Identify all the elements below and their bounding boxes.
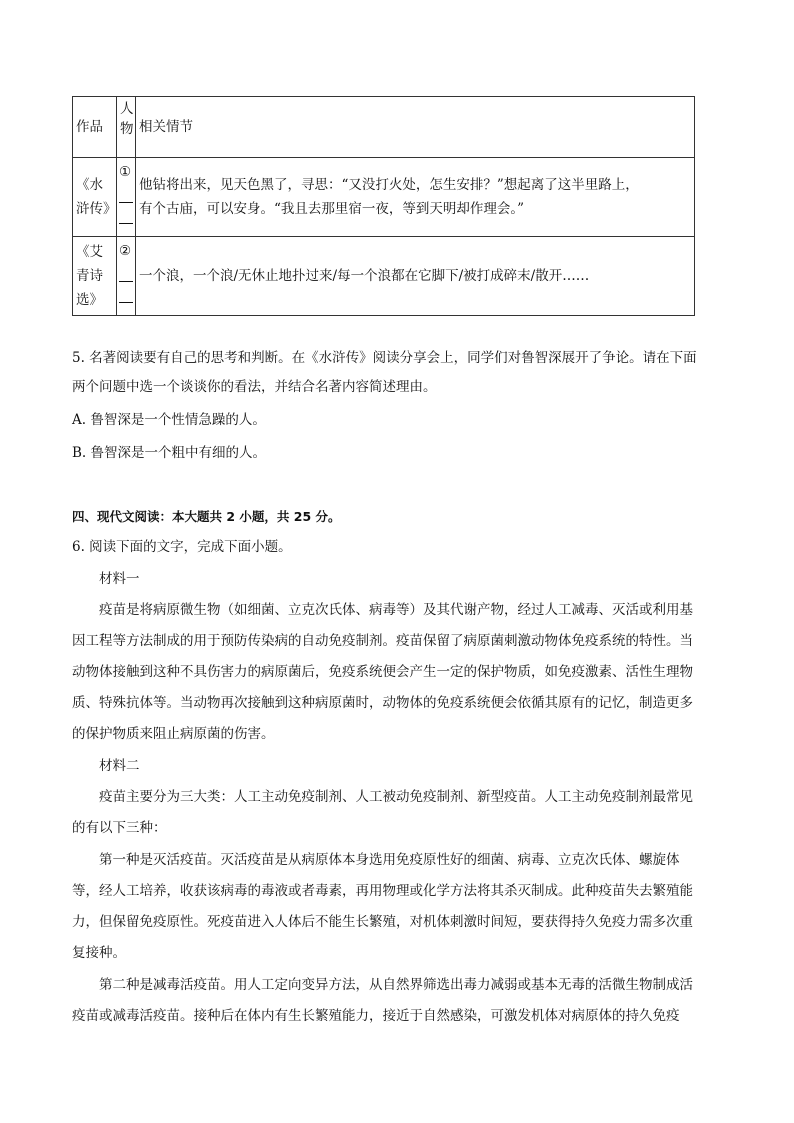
row-person xyxy=(117,158,136,237)
plot-line: 一个浪，一个浪/无休止地扑过来/每一个浪都在它脚下/被打成碎末/散开…… xyxy=(139,268,590,284)
table-row xyxy=(73,237,695,316)
paragraph-line: 质、特殊抗体等。当动物再次接触到这种病原菌时，动物体的免疫系统便会依循其原有的记忆，制造更多 xyxy=(72,695,693,711)
paragraph-line: 疫苗或减毒活疫苗。接种后在体内有生长繁殖能力，接近于自然感染，可激发机体对病原体的持久免疫 xyxy=(72,1008,680,1024)
q5-line: 5. 名著阅读要有自己的思考和判断。在《水浒传》阅读分享会上，同学们对鲁智深展开了争论。请在下面 xyxy=(72,350,697,366)
answer-blank[interactable] xyxy=(119,203,133,224)
section-heading: 四、现代文阅读：本大题共 2 小题，共 25 分。 xyxy=(72,509,341,524)
row-work: 《水浒传》 xyxy=(73,158,117,237)
table-row xyxy=(73,158,695,237)
header-person: 人物 xyxy=(117,97,136,158)
answer-blank[interactable] xyxy=(119,182,133,203)
paragraph-line: 的有以下三种： xyxy=(72,820,167,836)
paragraph-line: 的保护物质来阻止病原菌的伤害。 xyxy=(72,726,275,742)
paragraph-line: 第二种是减毒活疫苗。用人工定向变异方法，从自然界筛选出毒力减弱或基本无毒的活微生物制成活 xyxy=(99,977,693,993)
q5-line: 两个问题中选一个谈谈你的看法，并结合名著内容简述理由。 xyxy=(72,379,437,395)
answer-blank[interactable] xyxy=(119,282,133,303)
row-plot xyxy=(136,237,695,316)
works-table xyxy=(72,96,695,316)
q6-intro: 6. 阅读下面的文字，完成下面小题。 xyxy=(72,539,292,555)
paragraph-line: 动物体接触到这种不具伤害力的病原菌后，免疫系统便会产生一定的保护物质，如免疫激素、活性生理物 xyxy=(72,664,693,680)
answer-blank[interactable] xyxy=(119,261,133,282)
paragraph-line: 疫苗主要分为三大类：人工主动免疫制剂、人工被动免疫制剂、新型疫苗。人工主动免疫制剂最常见 xyxy=(99,789,693,805)
paragraph-line: 力，但保留免疫原性。死疫苗进入人体后不能生长繁殖，对机体刺激时间短，要获得持久免疫力需多次重 xyxy=(72,914,693,930)
row-plot xyxy=(136,158,695,237)
plot-line: 有个古庙，可以安身。“我且去那里宿一夜，等到天明却作理会。” xyxy=(139,201,525,217)
table-header-row xyxy=(73,97,695,158)
row-person xyxy=(117,237,136,316)
header-work: 作品 xyxy=(73,97,117,158)
paragraph-line: 疫苗是将病原微生物（如细菌、立克次氏体、病毒等）及其代谢产物，经过人工减毒、灭活或利用基 xyxy=(99,602,693,618)
paragraph-line: 复接种。 xyxy=(72,945,126,961)
q5-option-b: B. 鲁智深是一个粗中有细的人。 xyxy=(72,445,267,461)
paragraph-line: 第一种是灭活疫苗。灭活疫苗是从病原体本身选用免疫原性好的细菌、病毒、立克次氏体、螺旋体 xyxy=(99,852,680,868)
person-number: ① xyxy=(119,164,132,180)
paragraph-line: 等，经人工培养，收获该病毒的毒液或者毒素，再用物理或化学方法将其杀灭制成。此种疫苗失去繁殖能 xyxy=(72,883,693,899)
plot-line: 他钻将出来，见天色黑了，寻思：“又没打火处，怎生安排？”想起离了这半里路上， xyxy=(139,177,639,193)
material-title: 材料一 xyxy=(99,571,140,587)
q5-option-a: A. 鲁智深是一个性情急躁的人。 xyxy=(72,412,266,428)
person-number: ② xyxy=(119,243,132,259)
paragraph-line: 因工程等方法制成的用于预防传染病的自动免疫制剂。疫苗保留了病原菌刺激动物体免疫系统的特性。当 xyxy=(72,633,693,649)
header-plot: 相关情节 xyxy=(136,97,695,158)
row-work: 《艾青诗选》 xyxy=(73,237,117,316)
material-title: 材料二 xyxy=(99,758,140,774)
